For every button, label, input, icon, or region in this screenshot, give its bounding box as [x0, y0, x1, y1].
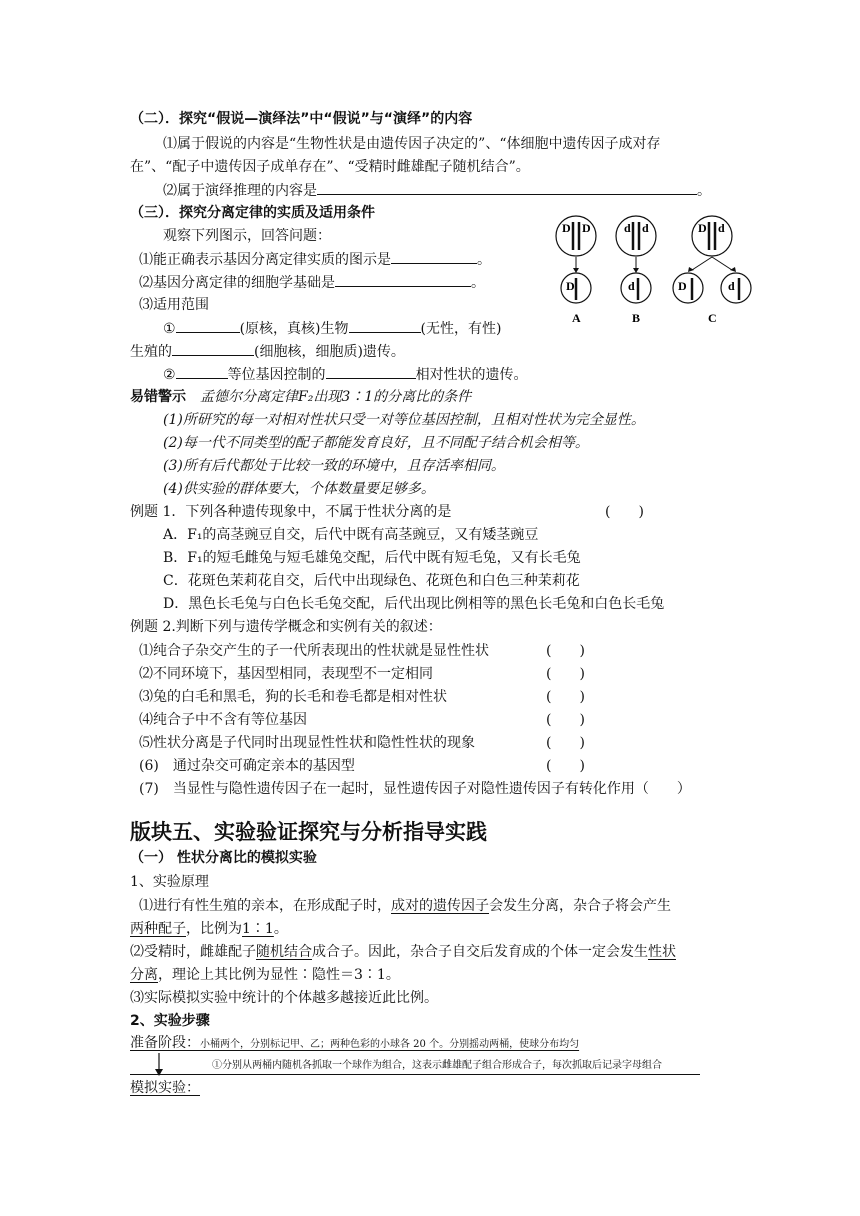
example2-stem: 例题 2.判断下列与遗传学概念和实例有关的叙述： — [130, 619, 442, 635]
question-2: ⑵基因分离定律的细胞学基础是 。 — [139, 272, 485, 293]
answer-paren[interactable]: ( ) — [546, 758, 585, 774]
principle-3: ⑶实际模拟实验中统计的个体越多越接近此比例。 — [130, 990, 438, 1006]
answer-blank[interactable] — [176, 318, 240, 333]
svg-text:D: D — [562, 221, 571, 235]
block5-title: 版块五、实验验证探究与分析指导实践 — [130, 820, 487, 844]
section2-line2: 在”、“配子中遗传因子成单存在”、“受精时雌雄配子随机结合”。 — [130, 159, 530, 175]
answer-blank[interactable] — [176, 364, 228, 379]
cell-a — [556, 216, 596, 325]
simulation-stage: 模拟实验： — [130, 1080, 200, 1096]
svg-text:d: d — [728, 279, 735, 293]
judge-item: ⑸性状分离是子代同时出现显性性状和隐性性状的现象 — [139, 735, 475, 751]
svg-text:d: d — [628, 279, 635, 293]
answer-paren[interactable]: ( ) — [546, 689, 585, 705]
warning-heading: 易错警示 孟德尔分离定律F₂出现3∶1的分离比的条件 — [130, 389, 472, 405]
warning-item: (3)所有后代都处于比较一致的环境中，且存活率相同。 — [163, 458, 505, 474]
cell-b — [616, 216, 656, 325]
svg-text:D: D — [698, 221, 707, 235]
svg-text:d: d — [718, 221, 725, 235]
svg-text:D: D — [678, 279, 687, 293]
label-c: C — [708, 311, 717, 325]
question-3b: ② 等位基因控制的 相对性状的遗传。 — [163, 364, 528, 385]
option-b: B．F₁的短毛雌兔与短毛雄兔交配，后代中既有短毛兔，又有长毛兔 — [163, 550, 581, 566]
option-c: C．花斑色茉莉花自交，后代中出现绿色、花斑色和白色三种茉莉花 — [163, 573, 580, 589]
section2-line1: ⑴属于假说的内容是“生物性状是由遗传因子决定的”、“体细胞中遗传因子成对存 — [163, 136, 661, 152]
answer-paren[interactable]: ( ) — [546, 712, 585, 728]
option-a: A．F₁的高茎豌豆自交，后代中既有高茎豌豆，又有矮茎豌豆 — [163, 527, 539, 543]
answer-blank[interactable] — [317, 180, 697, 195]
example1-stem: 例题 1．下列各种遗传现象中，不属于性状分离的是 — [130, 504, 452, 520]
steps-heading: 2、实验步骤 — [130, 1013, 210, 1029]
answer-paren[interactable]: ( ) — [546, 643, 585, 659]
principle-2: ⑵受精时，雌雄配子随机结合成合子。因此，杂合子自交后发育成的个体一定会发生性状 — [130, 944, 676, 960]
warning-item: (2)每一代不同类型的配子都能发育良好，且不同配子结合机会相等。 — [163, 435, 589, 451]
question-3a: ① (原核，真核)生物 (无性，有性) — [163, 318, 501, 339]
warning-item: (1)所研究的每一对相对性状只受一对等位基因控制，且相对性状为完全显性。 — [163, 412, 645, 428]
label-b: B — [632, 311, 641, 325]
option-d: D．黑色长毛兔与白色长毛兔交配，后代出现比例相等的黑色长毛兔和白色长毛兔 — [163, 596, 665, 612]
answer-blank[interactable] — [326, 364, 416, 379]
prep-stage: 准备阶段：小桶两个，分别标记甲、乙；两种色彩的小球各 20 个。分别摇动两桶，使球分布均匀 — [130, 1035, 580, 1051]
section2-line3: ⑵属于演绎推理的内容是 。 — [163, 180, 711, 201]
principle-1-cont: 两种配子，比例为1∶1。 — [130, 921, 288, 937]
answer-blank[interactable] — [391, 249, 477, 264]
answer-paren[interactable]: ( ) — [605, 504, 644, 520]
svg-text:d: d — [642, 221, 649, 235]
answer-blank[interactable] — [172, 341, 254, 356]
judge-item: ⑶兔的白毛和黑毛，狗的长毛和卷毛都是相对性状 — [139, 689, 447, 705]
question-3: ⑶适用范围 — [139, 297, 209, 313]
answer-blank[interactable] — [335, 272, 471, 287]
question-3a-cont: 生殖的 (细胞核，细胞质)遗传。 — [130, 341, 405, 362]
judge-item: ⑵不同环境下，基因型相同，表现型不一定相同 — [139, 666, 433, 682]
answer-paren[interactable]: ( ) — [546, 666, 585, 682]
observe-prompt: 观察下列图示，回答问题： — [163, 228, 331, 244]
principle-1: ⑴进行有性生殖的亲本，在形成配子时，成对的遗传因子会发生分离，杂合子将会产生 — [139, 898, 671, 914]
segregation-diagram — [552, 214, 752, 326]
question-1: ⑴能正确表示基因分离定律实质的图示是 。 — [139, 249, 491, 270]
judge-item: (7) 当显性与隐性遗传因子在一起时，显性遗传因子对隐性遗传因子有转化作用（ ） — [139, 781, 691, 797]
judge-item: ⑴纯合子杂交产生的子一代所表现出的性状就是显性性状 — [139, 643, 489, 659]
answer-blank[interactable] — [349, 318, 421, 333]
judge-item: (6) 通过杂交可确定亲本的基因型 — [139, 758, 355, 774]
judge-item: ⑷纯合子中不含有等位基因 — [139, 712, 307, 728]
cell-c — [673, 216, 751, 325]
simulation-note: ①分别从两桶内随机各抓取一个球作为组合，这表示雌雄配子组合形成合子，每次抓取后记录字母组合 — [212, 1060, 662, 1071]
principle-heading: 1、实验原理 — [130, 874, 209, 890]
section3-title: （三）．探究分离定律的实质及适用条件 — [130, 205, 375, 221]
section2-title: （二）．探究“假说—演绎法”中“假说”与“演绎”的内容 — [130, 111, 473, 127]
divider — [130, 1074, 700, 1075]
answer-paren[interactable]: ( ) — [546, 735, 585, 751]
svg-text:D: D — [582, 221, 591, 235]
label-a: A — [572, 311, 581, 325]
principle-2-cont: 分离，理论上其比例为显性∶隐性＝3∶1。 — [130, 967, 400, 983]
warning-item: (4)供实验的群体要大，个体数量要足够多。 — [163, 481, 435, 497]
svg-text:d: d — [624, 221, 631, 235]
block5-subtitle: （一） 性状分离比的模拟实验 — [130, 850, 317, 866]
svg-text:D: D — [566, 279, 575, 293]
